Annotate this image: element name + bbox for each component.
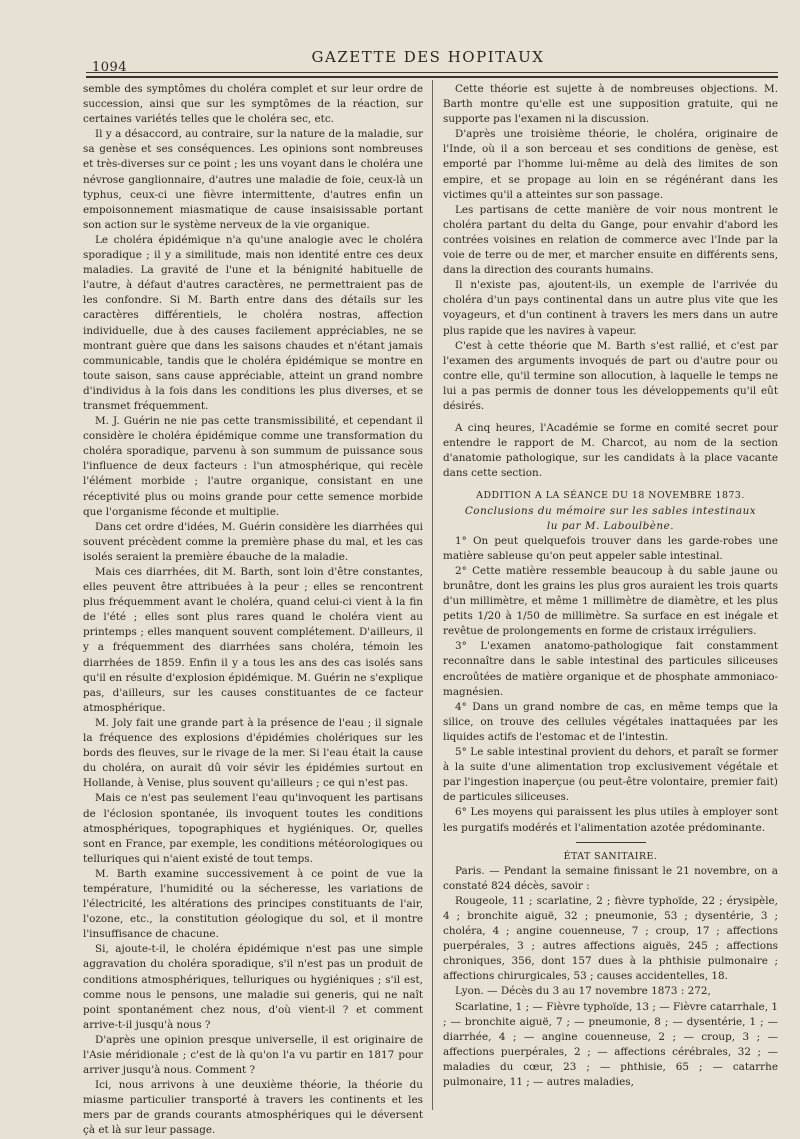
section-divider	[576, 842, 646, 843]
right-column	[443, 82, 778, 1112]
paragraph: Lyon. — Décès du 3 au 17 novembre 1873 : 272,	[455, 985, 711, 998]
paragraph: M. Joly fait une grande part à la présence de l'eau ; il signale la fréquence des explosions d'épidémies cholériques sur les bords des fleuves, sur le rivage de la mer. Si l'eau était la cause du choléra, on aurait dû voir sévir les épidémies surtout en Hollande, à Venise, plus souvent qu'ailleurs ; ce qui n'est pas.	[83, 716, 423, 790]
conclusion-item: 5° Le sable intestinal provient du dehors, et paraît se former à la suite d'une alimentation trop exclusivement végétale et par l'ingestion inaperçue (ou peut-être volontaire, premier fait) de particules siliceuses.	[443, 746, 778, 804]
conclusion-item: 4° Dans un grand nombre de cas, en même temps que la silice, on trouve des cellules végétales inattaquées par les liquides actifs de l'estomac et de l'intestin.	[443, 700, 778, 743]
page-number: 1094	[92, 60, 128, 75]
paragraph: D'après une opinion presque universelle, il est originaire de l'Asie méridionale ; c'est de là qu'on l'a vu partir en 1817 pour arriver jusqu'à nous. Comment ?	[83, 1033, 423, 1077]
paragraph: D'après une troisième théorie, le choléra, originaire de l'Inde, où il a son berceau et ses conditions de genèse, est emporté par l'homme lui-même au delà des limites de son empire, et se propage au loin en se régénérant dans les victimes qu'il a atteintes sur son passage.	[443, 128, 778, 201]
journal-title: GAZETTE DES HOPITAUX	[311, 48, 545, 66]
paragraph: Dans cet ordre d'idées, M. Guérin considère les diarrhées qui souvent précèdent comme la première phase du mal, et les cas isolés seraient la première ébauche de la maladie.	[83, 520, 423, 563]
header-rule	[86, 72, 778, 73]
paragraph: Si, ajoute-t-il, le choléra épidémique n'est pas une simple aggravation du choléra sporadique, s'il n'est pas un produit de conditions atmosphériques, telluriques ou hygiéniques ; s'il est, comme nous le pensons, une maladie sui generis, qui ne naît point spontanément chez nous, d'où vient-il ? et comment arrive-t-il jusqu'à nous ?	[83, 943, 423, 1031]
conclusion-item: 6° Les moyens qui paraissent les plus utiles à employer sont les purgatifs modérés et l'alimentation azotée prédominante.	[443, 806, 778, 834]
paragraph: Les partisans de cette manière de voir nous montrent le choléra partant du delta du Gange, pour envahir d'abord les contrées voisines en relation de commerce avec l'Inde par la voie de terre ou de mer, et marcher ensuite en différents sens, dans la direction des courants humains.	[443, 203, 778, 277]
left-column	[83, 82, 423, 1137]
paragraph: Scarlatine, 1 ; — Fièvre typhoïde, 13 ; — Fièvre catarrhale, 1 ; — bronchite aiguë, 7 ; — pneumonie, 8 ; — dysentérie, 1 ; — diarrhée, 4 ; — angine couenneuse, 2 ; — croup, 3 ; — affections puerpérales, 2 ; — affections cérébrales, 32 ; — maladies du cœur, 23 ; — phthisie, 65 ; — catarrhe pulmonaire, 11 ; — autres maladies,	[443, 1000, 778, 1088]
paragraph: Il n'existe pas, ajoutent-ils, un exemple de l'arrivée du choléra d'un pays continental dans un autre plus vite que les voyageurs, et d'un continent à travers les mers dans un autre plus rapide que les navires à vapeur.	[443, 279, 778, 337]
paragraph: Cette théorie est sujette à de nombreuses objections. M. Barth montre qu'elle est une supposition gratuite, qui ne supporte pas l'examen ni la discussion.	[443, 83, 778, 126]
spacer	[443, 481, 778, 488]
paragraph: Paris. — Pendant la semaine finissant le 21 novembre, on a constaté 824 décès, savoir :	[443, 864, 778, 892]
paragraph: Rougeole, 11 ; scarlatine, 2 ; fièvre typhoïde, 22 ; érysipèle, 4 ; bronchite aiguë, 32 ; pneumonie, 53 ; dysentérie, 3 ; choléra, 4 ; angine couenneuse, 7 ; croup, 17 ; affections puerpérales, 3 ; autres affections aiguës, 245 ; affections chroniques, 356, dont 157 dues à la phthisie pulmonaire ; affections chirurgicales, 53 ; causes accidentelles, 18.	[443, 894, 778, 983]
paragraph: Ici, nous arrivons à une deuxième théorie, la théorie du miasme particulier transporté à travers les continents et les mers par de grands courants atmosphériques qui le déversent çà et là sur leur passage.	[83, 1079, 423, 1137]
conclusions-title: Conclusions du mémoire sur les sables intestinaux	[464, 504, 757, 517]
seance-heading: ADDITION A LA SÉANCE DU 18 NOVEMBRE 1873.	[476, 490, 745, 502]
paragraph: Mais ce n'est pas seulement l'eau qu'invoquent les partisans de l'éclosion spontanée, ils invoquent toutes les conditions atmosphériques, topographiques et hygiéniques. Or, quelles sont en France, par exemple, les conditions météorologiques ou telluriques qui n'aient existé de tout temps.	[83, 792, 423, 865]
paragraph: semble des symptômes du choléra complet et sur leur ordre de succession, ainsi que sur les symptômes de la réaction, sur certaines variétés telles que le choléra sec, etc.	[83, 83, 423, 126]
paragraph: Il y a désaccord, au contraire, sur la nature de la maladie, sur sa genèse et ses conséquences. Les opinions sont nombreuses et très-diverses sur ce point ; les uns voyant dans le choléra une névrose ganglionnaire, d'autres une maladie de foie, ceux-là un typhus, ceux-ci une fièvre intermittente, d'autres enfin un empoisonnement miasmatique de cause insaisissable portant son action sur le système nerveux de la vie organique.	[83, 128, 423, 231]
spacer	[443, 414, 778, 421]
conclusion-item: 1° On peut quelquefois trouver dans les garde-robes une matière sableuse qu'on peut appeler sable intestinal.	[443, 534, 778, 562]
announcement-paragraph: A cinq heures, l'Académie se forme en comité secret pour entendre le rapport de M. Charcot, au nom de la section d'anatomie pathologique, sur les candidats à la place vacante dans cette section.	[443, 422, 778, 480]
column-divider	[432, 80, 433, 1110]
paragraph: M. Barth examine successivement à ce point de vue la température, l'humidité ou la sécheresse, les variations de l'électricité, les altérations des principes constituants de l'air, l'ozone, etc., la constitution géologique du sol, et il montre l'insuffisance de chacune.	[83, 867, 423, 941]
conclusions-author: lu par M. Laboulbène.	[546, 519, 675, 532]
conclusion-item: 2° Cette matière ressemble beaucoup à du sable jaune ou brunâtre, dont les grains les plus gros auraient les trois quarts d'un millimètre, et même 1 millimètre de diamètre, et les plus petits 1/20 à 1/50 de millimètre. Sa surface en est inégale et revêtue de prolongements en forme de cristaux irréguliers.	[443, 564, 778, 638]
paragraph: C'est à cette théorie que M. Barth s'est rallié, et c'est par l'examen des arguments invoqués de part ou d'autre pour ou contre elle, qu'il termine son allocution, à laquelle le temps ne lui a pas permis de donner tous les développements qu'il eût désirés.	[443, 339, 778, 412]
paragraph: Mais ces diarrhées, dit M. Barth, sont loin d'être constantes, elles peuvent être attribuées à la peur ; elles se rencontrent plus fréquemment avant le choléra, quand celui-ci vient à la fin de l'été ; elles sont plus rares quand le choléra vient au printemps ; elles manquent souvent complétement. D'ailleurs, il y a fréquemment des diarrhées sans choléra, témoin les diarrhées de 1859. Enfin il y a tous les ans des cas isolés sans qu'il en résulte d'explosion épidémique. M. Guérin ne s'explique pas, d'ailleurs, sur les causes constituantes de ce facteur atmosphérique.	[83, 566, 423, 714]
paragraph: M. J. Guérin ne nie pas cette transmissibilité, et cependant il considère le choléra épidémique comme une transformation du choléra sporadique, parvenu à son summum de puissance sous l'influence de deux facteurs : l'un atmosphérique, qui recèle l'élément morbide ; l'autre organique, consistant en une réceptivité plus ou moins grande pour cette semence morbide que l'organisme féconde et multiplie.	[83, 415, 423, 518]
conclusion-item: 3° L'examen anatomo-pathologique fait constamment reconnaître dans le sable intestinal des particules siliceuses encroûtées de matière organique et de phosphate ammoniaco-magnésien.	[443, 640, 778, 698]
etat-sanitaire-heading: ÉTAT SANITAIRE.	[563, 850, 658, 862]
header-rule-thick	[86, 76, 778, 78]
paragraph: Le choléra épidémique n'a qu'une analogie avec le choléra sporadique ; il y a similitude, mais non identité entre ces deux maladies. La gravité de l'une et la bénignité habituelle de l'autre, à défaut d'autres caractères, ne permettraient pas de les confondre. Si M. Barth entre dans des détails sur les caractères différentiels, le choléra nostras, affection individuelle, due à des causes facilement appréciables, ne se montrant guère que dans les saisons chaudes et n'étant jamais communicable, tandis que le choléra épidémique se montre en toute saison, sans cause appréciable, atteint un grand nombre d'individus à la fois dans les conditions les plus diverses, et se transmet fréquemment.	[83, 233, 423, 412]
